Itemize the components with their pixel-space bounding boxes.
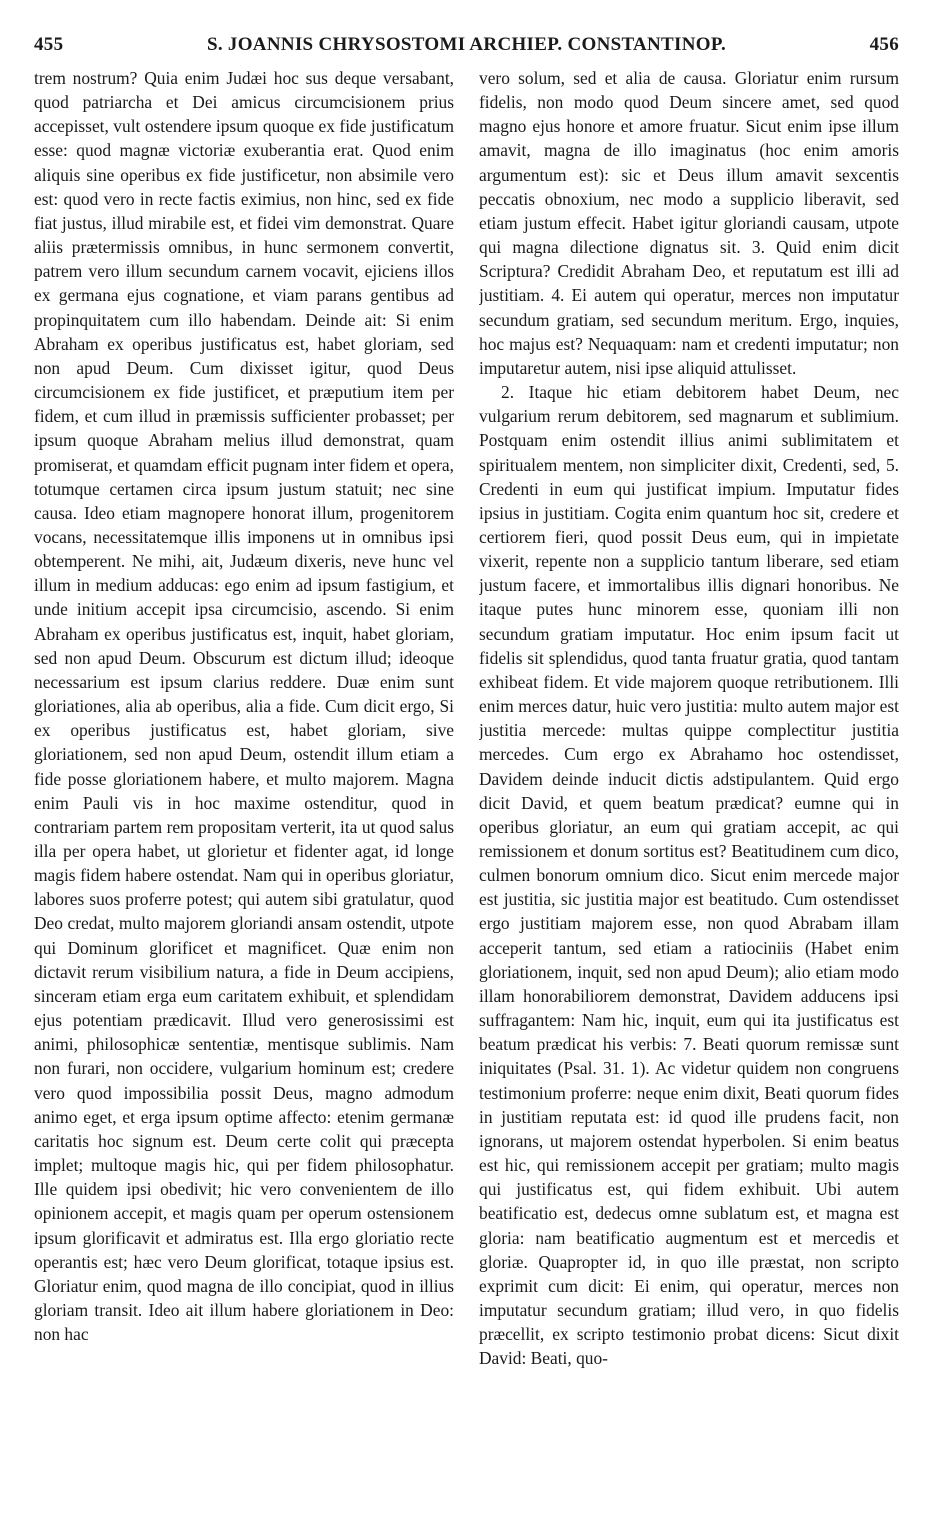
right-paragraph-2: 2. Itaque hic etiam debitorem habet Deum, nec vulgarium rerum debitorem, sed magnarum et sublimium. Postquam enim ostendit illius animi sublimitatem et spiritualem mentem, non simpliciter dixit, Credenti, sed, 5. Credenti in eum qui justificat impium. Imputatur fides ipsius in justitiam. Cogita enim quantum hoc sit, credere et certiorem fieri, quod possit Deus eum, qui in impietate vixerit, repente non a supplicio tantum liberare, sed etiam justum facere, et immortalibus illis dignari honoribus. Ne itaque putes hunc minorem esse, quoniam illi non secundum gratiam imputatur. Hoc enim ipsum facit ut fidelis sit splendidus, quod tanta fruatur gratia, quod tantam exhibeat fidem. Et vide majorem quoque retributionem. Illi enim merces datur, huic vero justitia: multo autem major est justitia mercede: multas quippe complectitur justitia mercedes. Cum ergo ex Abrahamo hoc ostendisset, Davidem deinde inducit dictis adstipulantem. Quid ergo dicit David, et quem beatum prædicat? eumne qui in operibus gloriatur, an eum qui gratiam accepit, ac qui remissionem et donum sortitus est? Beatitudinem cum dico, culmen bonorum omnium dico. Sicut enim mercede major est justitia, sic justitia major est beatitudo. Cum ostendisset ergo justitiam majorem esse, non quod Abrabam illam acceperit tantum, sed etiam a ratiociniis (Habet enim gloriationem, inquit, sed non apud Deum); alio etiam modo illam honorabiliorem demonstrat, Davidem adducens ipsi suffragantem: Nam hic, inquit, eum qui ita justificatus est beatum prædicat his verbis: 7. Beati quorum remissæ sunt iniquitates (Psal. 31. 1). Ac videtur quidem non congruens testimonium proferre: neque enim dixit, Beati quorum fides in justitiam reputata est: id quod ille prudens facit, non ignorans, ut majorem ostendat hyperbolen. Si enim beatus est hic, qui remissionem accepit per gratiam; multo magis qui justificatus est, qui fidem exhibuit. Ubi autem beatificatio est, dedecus omne sublatum est, et magna est gloria: nam beatificatio augmentum est et mercedis et gloriæ. Quapropter id, in quo ille præstat, non scripto exprimit cum dicit: Ei enim, qui operatur, merces non imputatur secundum gratiam; illud vero, in quo fidelis præcellit, ex scripto testimonio probat dicens: Sicut dixit David: Beati, quo-	[479, 382, 899, 1369]
page-number-right: 456	[869, 34, 899, 55]
left-paragraph: trem nostrum? Quia enim Judæi hoc sus deque versabant, quod patriarcha et Dei amicus circumcisionem prius accepisset, vult ostendere ipsum quoque ex fide justificatum esse: quod magnæ victoriæ exuberantia erat. Quod enim aliquis sine operibus ex fide justificetur, non absimile vero est: quod vero in recte factis eximius, non hinc, sed ex fide fiat justus, illud mirabile est, et fidei vim demonstrat. Quare aliis prætermissis omnibus, in hunc sermonem convertit, patrem vero illum secundum carnem vocavit, ejiciens illos ex germana ejus cognatione, et viam parans gentibus ad propinquitatem cum illo habendam. Deinde ait: Si enim Abraham ex operibus justificatus est, habet gloriam, sed non apud Deum. Cum dixisset igitur, quod Deus circumcisionem ex fide justificet, et præputium item per fidem, et cum illud in præmissis sufficienter probasset; per ipsum quoque Abraham melius illud demonstrat, quam promiserat, et quamdam efficit pugnam inter fidem et opera, totumque certamen circa ipsum justum statuit; nec sine causa. Ideo etiam magnopere honorat illum, progenitorem vocans, necessitatemque illis imponens ut in omnibus ipsi obtemperent. Ne mihi, ait, Judæum dixeris, neve hunc vel illum in medium adducas: ego enim ad ipsum fastigium, et unde initium accepit ipsa circumcisio, ascendo. Si enim Abraham ex operibus justificatus est, inquit, habet gloriam, sed non apud Deum. Obscurum est dictum illud; ideoque necessarium est ipsum clarius reddere. Duæ enim sunt gloriationes, alia ab operibus, alia a fide. Cum dicit ergo, Si ex operibus justificatus est, habet gloriam, sive gloriationem, sed non apud Deum, ostendit illum etiam a fide posse gloriationem habere, et multo majorem. Magna enim Pauli vis in hoc maxime ostenditur, quod in contrariam partem rem propositam verterit, ita ut quod salus illa per opera habet, ut glorietur et fidenter agat, id longe magis fidem habere ostendat. Nam qui in operibus gloriatur, labores suos proferre potest; qui autem sibi gratulatur, quod Deo credat, multo majorem gloriandi ansam ostendit, utpote qui Dominum glorificet et magnificet. Quæ enim non dictavit rerum visibilium natura, a fide in Deum accipiens, sinceram etiam erga eum caritatem exhibuit, et splendidam ejus potentiam prædicavit. Illud vero generosissimi est animi, philosophicæ sententiæ, mentisque sublimis. Nam non furari, non occidere, vulgarium hominum est; credere vero quod impossibilia possit Deus, magno admodum animo eget, et erga ipsum optime affecto: etenim germanæ caritatis hoc signum est. Deum certe colit qui præcepta implet; multoque magis hic, qui per fidem philosophatur. Ille quidem ipsi obedivit; hic vero convenientem de illo opinionem accepit, et magis quam per operum ostensionem ipsum glorificavit et admiratus est. Illa ergo gloriatio recte operantis est; hæc vero Deum glorificat, totaque ipsius est. Gloriatur enim, quod magna de illo concipiat, quod in illius gloriam transit. Ideo ait illum habere gloriationem in Deo: non hac	[34, 68, 454, 1345]
text-columns	[34, 66, 899, 1536]
right-paragraph-1: vero solum, sed et alia de causa. Gloriatur enim rursum fidelis, non modo quod Deum sincere amet, sed quod magno ejus honore et amore fruatur. Sicut enim ipse illum amavit, magna de illo imaginatus (hoc enim amoris argumentum est): sic et Deus illum amavit sexcentis peccatis obnoxium, nec modo a supplicio liberavit, sed etiam justum effecit. Habet igitur gloriandi causam, utpote qui magna dilectione dignatus sit. 3. Quid enim dicit Scriptura? Credidit Abraham Deo, et reputatum est illi ad justitiam. 4. Ei autem qui operatur, merces non imputatur secundum gratiam, sed secundum meritum. Ergo, inquies, hoc majus est? Nequaquam: nam et credenti imputatur; non imputaretur autem, nisi ipse aliquid attulisset.	[479, 68, 899, 378]
running-title: S. JOANNIS CHRYSOSTOMI ARCHIEP. CONSTANTINOP.	[206, 34, 727, 55]
page-number-left: 455	[34, 34, 64, 55]
running-header	[34, 34, 899, 64]
left-column	[34, 66, 454, 1536]
right-column	[479, 66, 899, 1536]
